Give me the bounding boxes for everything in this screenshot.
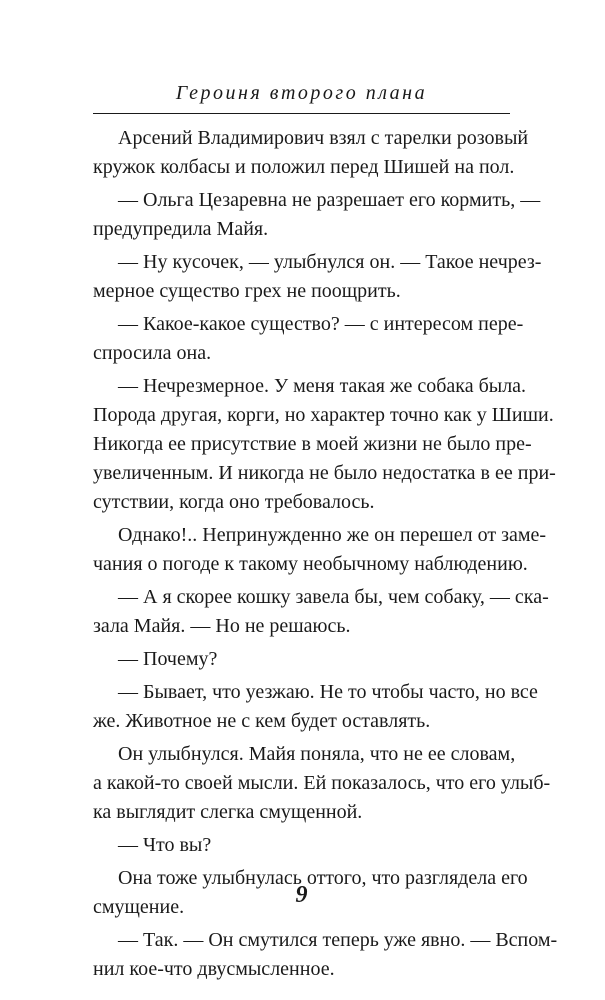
text-line: Он улыбнулся. Майя поняла, что не ее словам, [118, 743, 516, 765]
text-line: — Так. — Он смутился теперь уже явно. — Вспом- [118, 929, 558, 951]
running-header: Героиня второго плана [175, 82, 428, 104]
text-line: — Ольга Цезаревна не разрешает его кормить, — [118, 189, 541, 211]
text-line: кружок колбасы и положил перед Шишей на пол. [93, 156, 515, 178]
text-line: Арсений Владимирович взял с тарелки розовый [118, 127, 529, 149]
header-rule [93, 113, 510, 114]
text-line: Никогда ее присутствие в моей жизни не было пре- [93, 433, 532, 455]
text-line: смущение. [93, 896, 185, 918]
text-line: сутствии, когда оно требовалось. [93, 491, 375, 513]
text-line: — Какое-какое существо? — с интересом пере- [118, 313, 524, 335]
text-line: — Бывает, что уезжаю. Не то чтобы часто, но все [118, 681, 538, 703]
text-line: Порода другая, корги, но характер точно как у Шиши. [93, 404, 554, 426]
text-line: Она тоже улыбнулась оттого, что разглядела его [118, 867, 528, 889]
text-line: — Почему? [118, 648, 218, 670]
body-text [93, 124, 558, 984]
text-line: нил кое-что двусмысленное. [93, 958, 335, 980]
text-line: Однако!.. Непринужденно же он перешел от заме- [118, 524, 547, 546]
text-line: — Что вы? [118, 834, 212, 856]
text-line: предупредила Майя. [93, 218, 269, 240]
page-number: 9 [295, 882, 308, 908]
text-line: мерное существо грех не поощрить. [93, 280, 401, 302]
text-line: увеличенным. И никогда не было недостатка в ее при- [93, 462, 556, 484]
text-line: ка выглядит слегка смущенной. [93, 801, 363, 823]
text-line: а какой-то своей мысли. Ей показалось, что его улыб- [93, 772, 551, 794]
text-line: же. Животное не с кем будет оставлять. [93, 710, 431, 732]
text-line: — Нечрезмерное. У меня такая же собака была. [118, 375, 527, 397]
text-line: спросила она. [93, 342, 212, 364]
text-line: — Ну кусочек, — улыбнулся он. — Такое нечрез- [118, 251, 542, 273]
text-line: зала Майя. — Но не решаюсь. [93, 615, 351, 637]
text-line: чания о погоде к такому необычному наблюдению. [93, 553, 528, 575]
text-line: — А я скорее кошку завела бы, чем собаку, — ска- [118, 586, 549, 608]
